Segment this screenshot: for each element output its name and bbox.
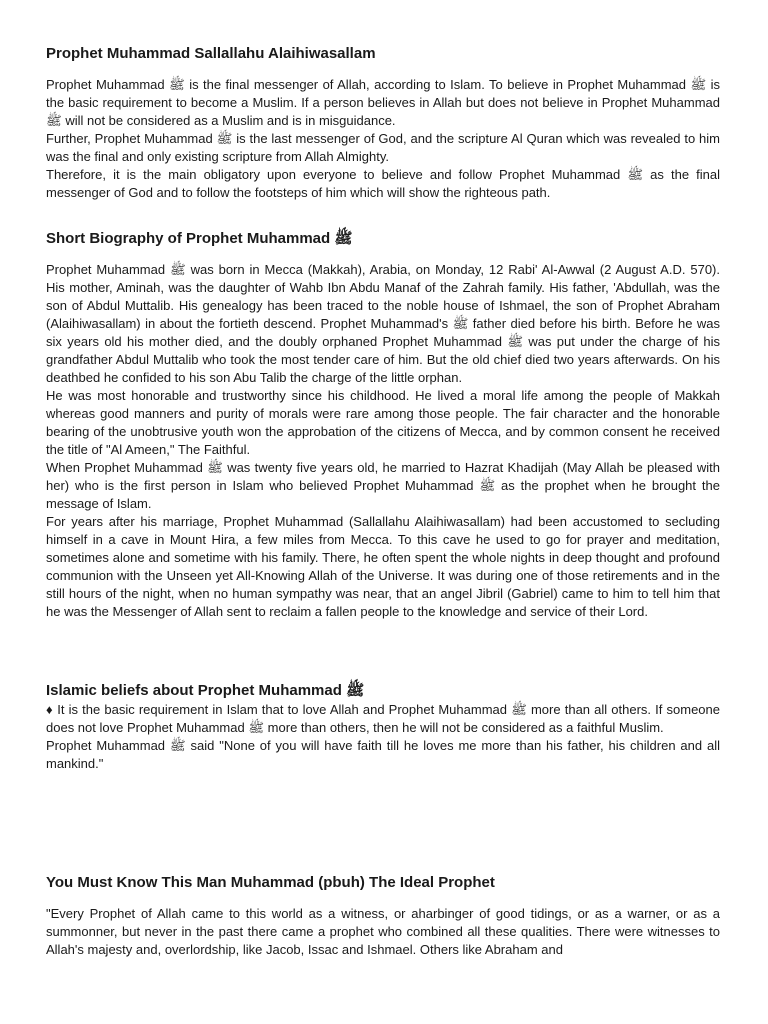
section-heading: Short Biography of Prophet Muhammad ﷺ bbox=[46, 230, 353, 247]
section-heading: Islamic beliefs about Prophet Muhammad ﷺ bbox=[46, 682, 365, 699]
paragraph: When Prophet Muhammad ﷺ was twenty five years old, he married to Hazrat Khadijah (May Allah be pleased with her) who is the first person in Islam who believed Prophet Muhammad ﷺ as the prophet when he brought the message of Islam. bbox=[46, 460, 720, 511]
paragraph: Prophet Muhammad ﷺ is the final messenger of Allah, according to Islam. To believe in Prophet Muhammad ﷺ is the basic requirement to become a Muslim. If a person believes in Allah but does not believe in Prophet Muhammad ﷺ will not be considered as a Muslim and is in misguidance. bbox=[46, 77, 720, 128]
section-prophet-muhammad bbox=[46, 44, 720, 202]
section-short-biography bbox=[46, 229, 720, 621]
paragraph: ♦ It is the basic requirement in Islam that to love Allah and Prophet Muhammad ﷺ more than all others. If someone does not love Prophet Muhammad ﷺ more than others, then he will not be considered as a faithful Muslim. bbox=[46, 702, 721, 735]
paragraph: "Every Prophet of Allah came to this world as a witness, or aharbinger of good tidings, or as a warner, or as a summonner, but never in the past there came a prophet who combined all these qualities. There were witnesses to Allah's majesty and, overlordship, like Jacob, Issac and Ishmael. Others like Abraham and bbox=[46, 906, 720, 957]
section-heading: You Must Know This Man Muhammad (pbuh) The Ideal Prophet bbox=[46, 874, 495, 891]
paragraph: Therefore, it is the main obligatory upon everyone to believe and follow Prophet Muhammad ﷺ as the final messenger of God and to follow the footsteps of him which will show the righteous path. bbox=[46, 167, 720, 200]
section-ideal-prophet bbox=[46, 873, 720, 959]
paragraph: Further, Prophet Muhammad ﷺ is the last messenger of God, and the scripture Al Quran which was revealed to him was the final and only existing scripture from Allah Almighty. bbox=[46, 131, 720, 164]
section-heading: Prophet Muhammad Sallallahu Alaihiwasallam bbox=[46, 45, 376, 62]
paragraph: He was most honorable and trustworthy since his childhood. He lived a moral life among the people of Makkah whereas good manners and purity of morals were rare among those people. The fair character and the honorable bearing of the unobtrusive youth won the approbation of the citizens of Mecca, and by common consent he received the title of "Al Ameen," The Faithful. bbox=[46, 388, 720, 457]
paragraph: For years after his marriage, Prophet Muhammad (Sallallahu Alaihiwasallam) had been accustomed to secluding himself in a cave in Mount Hira, a few miles from Mecca. To this cave he used to go for prayer and meditation, sometimes alone and sometime with his family. There, he often spent the whole nights in deep thought and profound communion with the Unseen yet All-Knowing Allah of the Universe. It was during one of those retirements and in the still hours of the night, when no human sympathy was near, that an angel Jibril (Gabriel) came to him to tell him that he was the Messenger of Allah sent to reclaim a fallen people to the knowledge and service of their Lord. bbox=[46, 514, 720, 619]
paragraph: Prophet Muhammad ﷺ said "None of you will have faith till he loves me more than his father, his children and all mankind." bbox=[46, 738, 720, 771]
section-islamic-beliefs bbox=[46, 681, 720, 773]
paragraph: Prophet Muhammad ﷺ was born in Mecca (Makkah), Arabia, on Monday, 12 Rabi' Al-Awwal (2 August A.D. 570). His mother, Aminah, was the daughter of Wahb Ibn Abdu Manaf of the Zahrah family. His father, 'Abdullah, was the son of Abdul Muttalib. His genealogy has been traced to the noble house of Ishmael, the son of Prophet Abraham (Alaihiwasallam) in about the fortieth descend. Prophet Muhammad's ﷺ father died before his birth. Before he was six years old his mother died, and the doubly orphaned Prophet Muhammad ﷺ was put under the charge of his grandfather Abdul Muttalib who took the most tender care of him. But the old chief died two years afterwards. On his deathbed he confided to his son Abu Talib the charge of the little orphan. bbox=[46, 262, 720, 385]
